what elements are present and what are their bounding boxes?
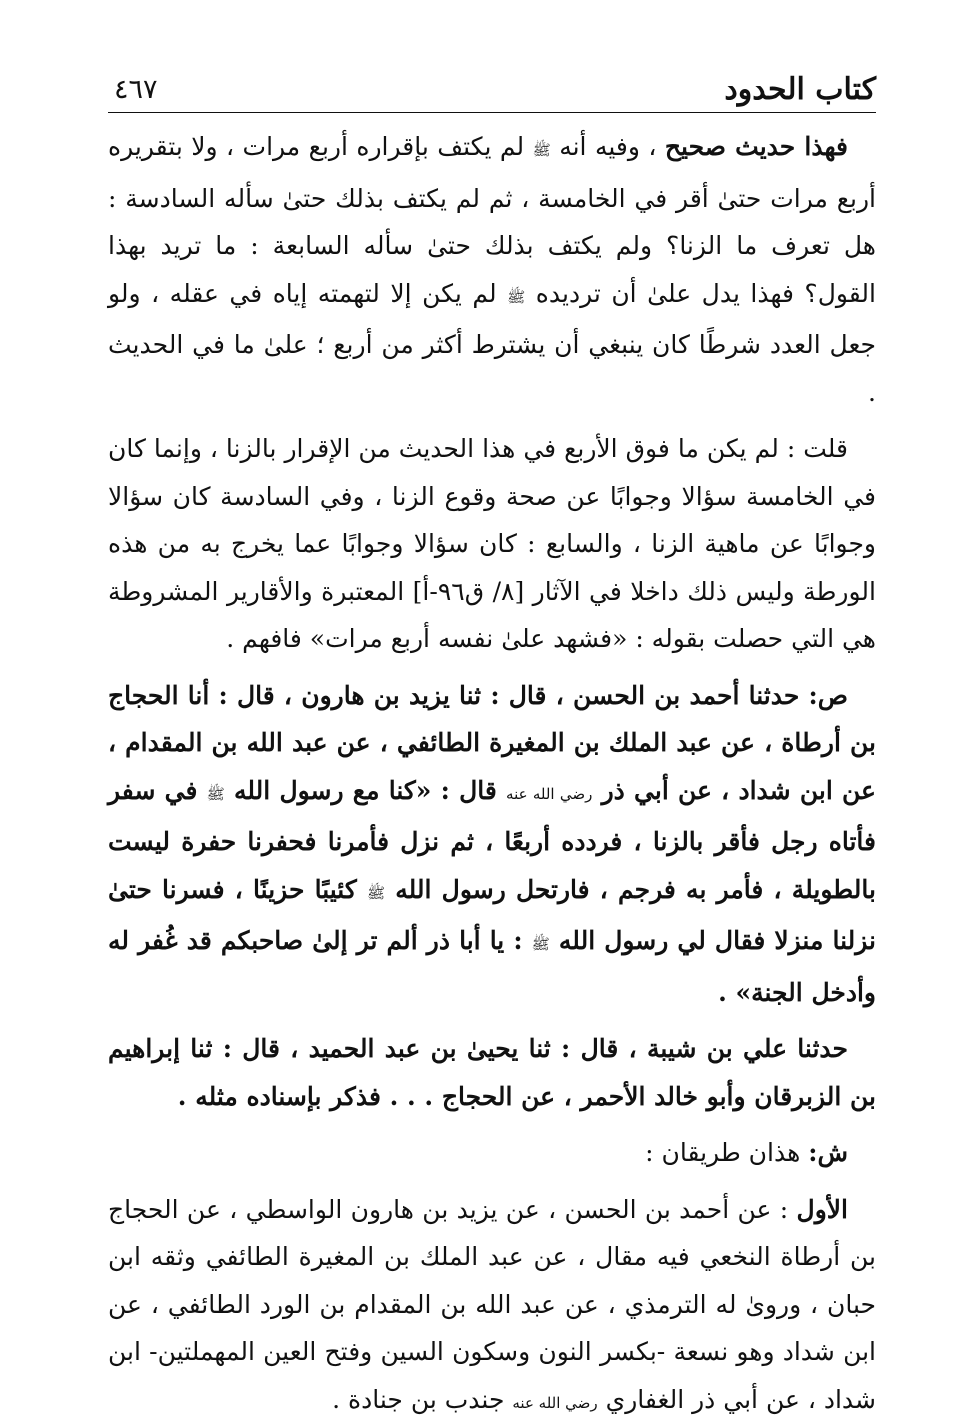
paragraph-lead: فهذا حديث صحيح [665,132,848,161]
honorific-mark: رضي الله عنه [506,785,592,803]
page-header [108,66,876,113]
paragraph-text: : عن أحمد بن الحسن ، عن يزيد بن هارون الواسطي ، عن الحجاج بن أرطاة النخعي فيه مقال ، عن عبد الملك بن المغيرة الطائفي وثقه ابن حبان ، وروىٰ له الترمذي ، عن عبد الله بن المقدام بن الورد الطائفي ، عن ابن شداد وهو نسعة -بكسر النون وسكون السين وفتح العين المهملتين- ابن شداد ، عن أبي ذر الغفاري [108,1195,876,1414]
paragraph-text: لم يكتف بإقراره أربع مرات ، ولا بتقريره أربع مرات حتىٰ أقر في الخامسة ، ثم لم يكتف بذلك حتىٰ سأله السادسة : هل تعرف ما الزنا؟ ولم يكتف بذلك حتىٰ سأله السابعة : ما تريد بهذا القول؟ فهذا يدل علىٰ أن ترديده [108,132,876,308]
paragraph-sharh-intro [108,1129,876,1177]
honorific-mark: ﷺ [507,288,525,306]
paragraph-commentary-1 [108,123,876,416]
paragraph-text: في سفر فأتاه رجل فأقر بالزنا ، فردده أربعًا ، ثم نزل فأمرنا فحفرنا حفرة ليست بالطويلة ، فأمر به فرجم ، فارتحل رسول الله [108,776,876,904]
honorific-mark: ﷺ [533,141,551,159]
paragraph-text: قال : «كنا مع رسول الله [234,776,497,805]
page-body [108,123,876,1427]
paragraph-first-chain [108,1186,876,1427]
honorific-mark: ﷺ [532,935,550,953]
paragraph-text: : يا أبا ذر ألم تر إلىٰ صاحبكم قد غُفر له وأدخل الجنة» . [108,926,876,1007]
honorific-mark: ﷺ [207,785,225,803]
book-page [108,66,876,1427]
honorific-mark: رضي الله عنه [512,1394,597,1412]
paragraph-hadith-text [108,672,876,1017]
page-number: ٤٦٧ [114,72,158,108]
paragraph-text: لم يكن إلا لتهمته إياه في عقله ، ولو جعل العدد شرطًا كان ينبغي أن يشترط أكثر من أربع ؛ علىٰ ما في الحديث . [108,279,876,407]
paragraph-hadith-chain-2: حدثنا علي بن شيبة ، قال : ثنا يحيىٰ بن عبد الحميد ، قال : ثنا إبراهيم بن الزبرقان وأبو خالد الأحمر ، عن الحجاج . . . فذكر بإسناده مثله . [108,1025,876,1120]
running-title: كتاب الحدود [724,72,876,108]
honorific-mark: ﷺ [367,884,385,902]
paragraph-text: كئيبًا حزينًا ، فسرنا حتىٰ نزلنا منزلا فقال لي رسول الله [108,875,876,956]
paragraph-text: جندب بن جنادة . [332,1385,504,1414]
paragraph-text: ، وفيه أنه [559,132,656,161]
paragraph-commentary-2: قلت : لم يكن ما فوق الأربع في هذا الحديث من الإقرار بالزنا ، وإنما كان في الخامسة سؤالا وجوابًا عن صحة وقوع الزنا ، وفي السادسة كان سؤالا وجوابًا عن ماهية الزنا ، والسابع : كان سؤالا وجوابًا عما يخرج به من هذه الورطة وليس ذلك داخلا في الآثار [٨/ ق٩٦-أ] المعتبرة والأقارير المشروطة هي التي حصلت بقوله : «فشهد علىٰ نفسه أربع مرات» فافهم . [108,425,876,663]
paragraph-text: ص: حدثنا أحمد بن الحسن ، قال : ثنا يزيد بن هارون ، قال : أنا الحجاج بن أرطاة ، عن عبد الملك بن المغيرة الطائفي ، عن عبد الله بن المقدام ، عن ابن شداد ، عن أبي ذر [108,681,876,805]
paragraph-text: هذان طريقان : [645,1138,800,1167]
paragraph-lead: الأول [797,1195,848,1224]
paragraph-lead: ش: [808,1138,848,1167]
